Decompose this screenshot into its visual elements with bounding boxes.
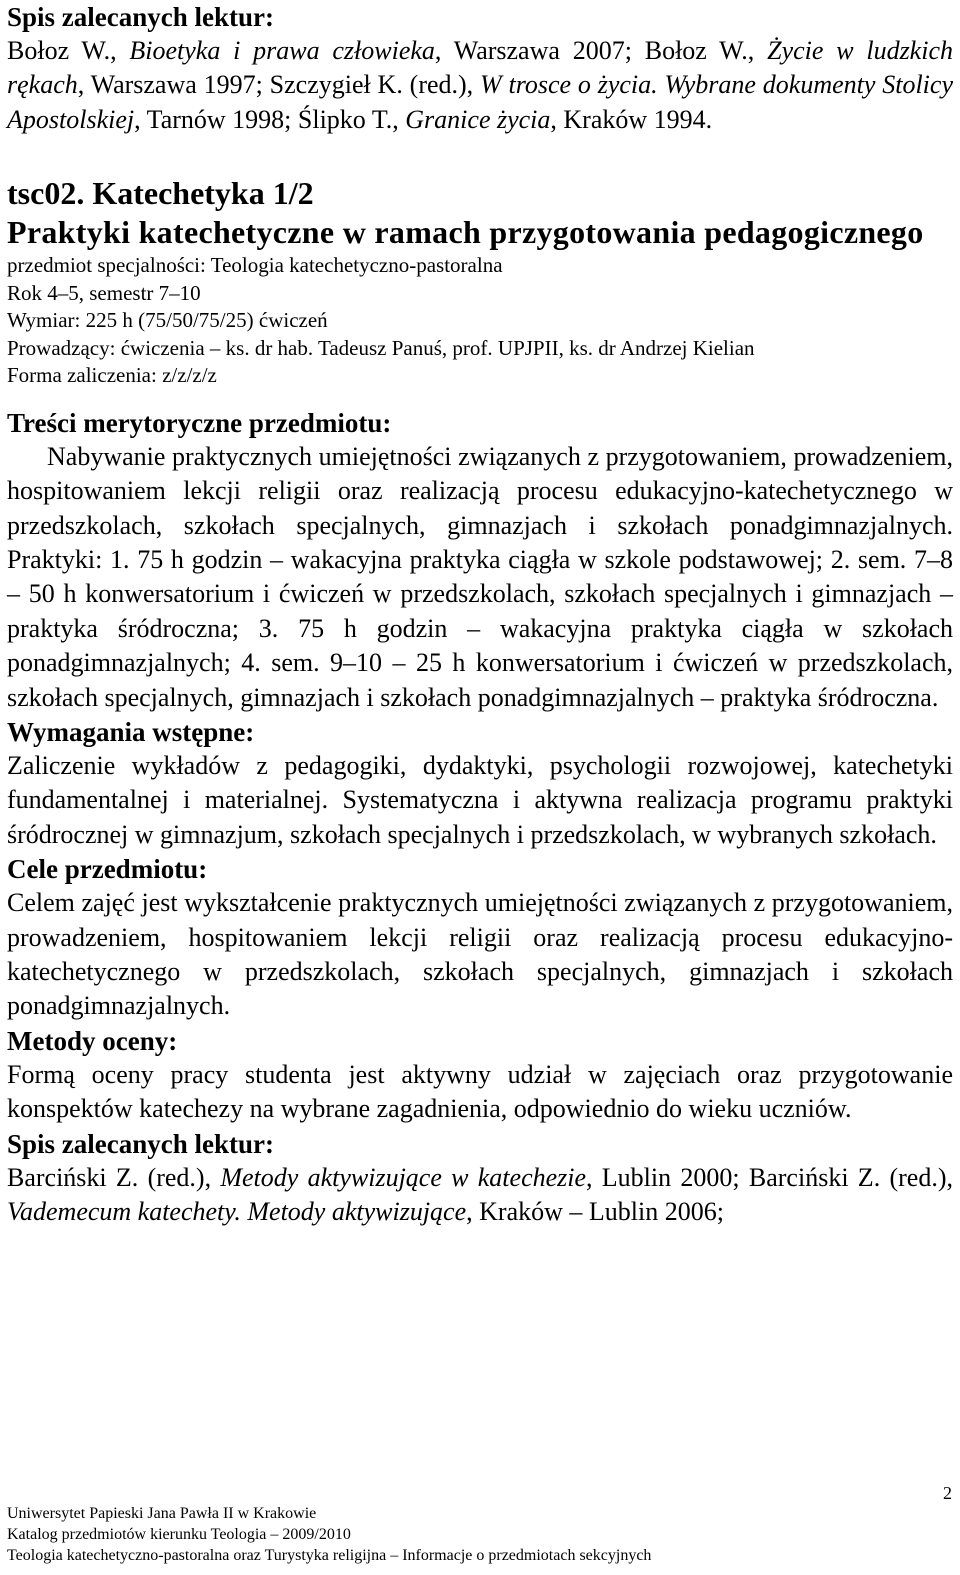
course-instructors: Prowadzący: ćwiczenia – ks. dr hab. Tadeusz Panuś, prof. UPJPII, ks. dr Andrzej Kielian [7, 335, 755, 360]
course-code: tsc02. Katechetyka 1/2 [7, 175, 314, 212]
content-heading: Treści merytoryczne przedmiotu: [7, 407, 392, 438]
objectives-text: Celem zajęć jest wykształcenie praktycznych umiejętności związanych z przygotowaniem, prowadzeniem, hospitowaniem lekcji religii oraz realizacją procesu edukacyjno-katechetycznego w przedszkolach, szkołach specjalnych, gimnazjach i szkołach ponadgimnazjalnych. [7, 888, 953, 1021]
reference-text: , Kraków – Lublin 2006; [466, 1197, 724, 1227]
footer-section: Teologia katechetyczno-pastoralna oraz Turystyka religijna – Informacje o przedmiotach sekcyjnych [7, 1547, 652, 1564]
reference-title: Granice życia [405, 104, 551, 134]
page-number: 2 [943, 1483, 952, 1503]
course-year-semester: Rok 4–5, semestr 7–10 [7, 280, 201, 305]
reference-text: , Lublin 2000; Barciński Z. (red.), [586, 1162, 953, 1192]
bottom-reading-list-heading: Spis zalecanych lektur: [7, 1128, 274, 1159]
document-page [7, 0, 953, 1229]
prerequisites-heading: Wymagania wstępne: [7, 716, 255, 747]
reference-text: , Tarnów 1998; Ślipko T., [134, 104, 406, 134]
course-hours: Wymiar: 225 h (75/50/75/25) ćwiczeń [7, 308, 328, 333]
assessment-methods-text: Formą oceny pracy studenta jest aktywny udział w zajęciach oraz przygotowanie konspektów katechezy na wybrane zagadnienia, odpowiednio do wieku uczniów. [7, 1059, 953, 1124]
content-text: Nabywanie praktycznych umiejętności związanych z przygotowaniem, prowadzeniem, hospitowaniem lekcji religii oraz realizacją procesu edukacyjno-katechetycznego w przedszkolach, szkołach specjalnych, gimnazjach i szkołach ponadgimnazjalnych. Praktyki: 1. 75 h godzin – wakacyjna praktyka ciągła w szkole podstawowej; 2. sem. 7–8 – 50 h konwersatorium i ćwiczeń w przedszkolach, szkołach specjalnych i gimnazjach – praktyka śródroczna; 3. 75 h godzin – wakacyjna praktyka ciągła w szkołach ponadgimnazjalnych; 4. sem. 9–10 – 25 h konwersatorium i ćwiczeń w przedszkolach, szkołach specjalnych, gimnazjach i szkołach ponadgimnazjalnych – praktyka śródroczna. [7, 441, 953, 712]
reference-title: W trosce o życia. Wybrane dokumenty Stolicy Apostolskiej [7, 70, 953, 134]
reading-list-references [7, 34, 953, 137]
reference-title: Bioetyka i prawa człowieka [129, 36, 435, 65]
reference-title: Życie w ludzkich rękach [7, 36, 953, 100]
reference-title: Vademecum katechety. Metody aktywizujące [7, 1197, 467, 1227]
prerequisites-text: Zaliczenie wykładów z pedagogiki, dydaktyki, psychologii rozwojowej, katechetyki fundamentalnej i materialnej. Systematyczna i aktywna realizacja programu praktyki śródrocznej w gimnazjum, szkołach specjalnych i przedszkolach, w wybranych szkołach. [7, 750, 953, 849]
footer-catalog: Katalog przedmiotów kierunku Teologia – 2009/2010 [7, 1526, 351, 1543]
reference-text: Bołoz W., [7, 36, 130, 65]
reference-title: Metody aktywizujące w katechezie [220, 1162, 587, 1192]
assessment-methods-heading: Metody oceny: [7, 1025, 178, 1056]
course-assessment-form: Forma zaliczenia: z/z/z/z [7, 363, 217, 388]
course-specialty: przedmiot specjalności: Teologia katechetyczno-pastoralna [7, 253, 503, 278]
reference-text: , Warszawa 1997; Szczygieł K. (red.), [77, 70, 481, 100]
reference-text: , Kraków 1994. [550, 104, 713, 134]
footer-university: Uniwersytet Papieski Jana Pawła II w Krakowie [7, 1505, 317, 1522]
reading-list-heading: Spis zalecanych lektur: [7, 2, 274, 32]
objectives-heading: Cele przedmiotu: [7, 854, 208, 885]
course-title: Praktyki katechetyczne w ramach przygotowania pedagogicznego [7, 214, 924, 251]
bottom-reading-list-references [7, 1161, 953, 1230]
reference-text: , Warszawa 2007; Bołoz W., [434, 36, 768, 65]
page-footer [7, 1503, 953, 1566]
reference-text: Barciński Z. (red.), [7, 1162, 221, 1192]
